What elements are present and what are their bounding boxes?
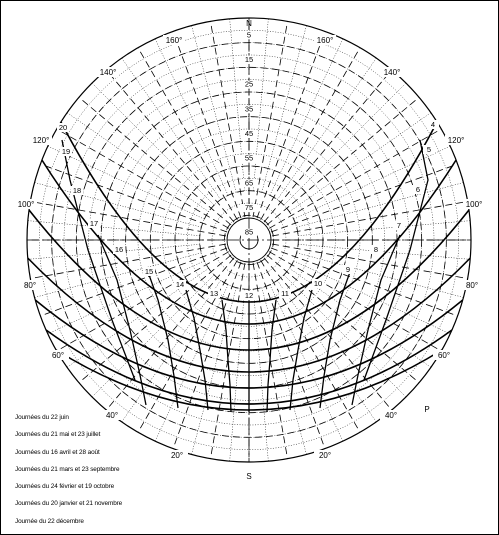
azimuth-ray [255, 48, 360, 230]
azimuth-ray [67, 113, 208, 212]
azimuth-ray [40, 164, 237, 236]
azimuth-ray [289, 113, 430, 212]
azimuth-ray [210, 252, 246, 458]
azimuth-ray [258, 97, 419, 232]
azimuth-ray [210, 21, 246, 227]
azimuth-ray [251, 21, 287, 227]
legend-item: Journées du 22 juin [15, 414, 69, 421]
azimuth-ray [257, 70, 392, 231]
azimuth-label: 140° [99, 68, 117, 77]
compass-south-label: S [246, 472, 252, 481]
azimuth-label: 20° [170, 451, 184, 460]
azimuth-ray [253, 31, 325, 228]
hour-label: 4 [430, 120, 436, 129]
azimuth-label: 20° [318, 451, 332, 460]
altitude-label: 5 [246, 30, 252, 40]
hour-label: 14 [175, 280, 185, 289]
legend [15, 414, 122, 535]
azimuth-ray [79, 248, 240, 383]
azimuth-ray [294, 261, 450, 334]
hour-line [98, 235, 146, 405]
azimuth-ray [57, 129, 239, 234]
azimuth-label: 120° [32, 136, 50, 145]
altitude-label: 45 [244, 129, 254, 138]
altitude-label: 85 [244, 227, 254, 237]
legend-item: Journées du 21 mai et 23 juillet [15, 431, 101, 439]
azimuth-label: 40° [384, 411, 398, 420]
hour-label: 6 [415, 185, 421, 194]
hour-label: 19 [61, 147, 71, 156]
azimuth-ray [122, 58, 221, 199]
legend-item: Journées du 24 février et 19 octobre [15, 483, 115, 491]
azimuth-label: 40° [105, 411, 119, 420]
hour-label: 10 [313, 279, 323, 288]
hour-label: 11 [281, 289, 289, 298]
hour-line [290, 290, 312, 410]
azimuth-ray [253, 289, 268, 461]
legend-item: Journées du 16 avril et 28 août [15, 448, 100, 456]
hour-label: 7 [396, 221, 402, 230]
azimuth-label: 160° [316, 36, 334, 45]
hour-label: 9 [345, 265, 351, 274]
hour-label: 12 [244, 291, 254, 300]
hour-line [352, 235, 400, 405]
azimuth-label: 60° [51, 351, 65, 360]
azimuth-ray [30, 201, 236, 237]
altitude-label: 35 [244, 104, 254, 114]
marker-p-label: P [424, 405, 430, 414]
altitude-label: 15 [244, 55, 254, 64]
hour-label: 16 [114, 245, 124, 254]
azimuth-ray [258, 248, 419, 383]
hour-label: 18 [72, 186, 82, 195]
azimuth-ray [298, 221, 470, 236]
azimuth-label: 160° [165, 36, 183, 45]
hour-label: 20 [58, 123, 68, 132]
azimuth-ray [106, 70, 241, 231]
hour-label: 15 [144, 267, 154, 276]
azimuth-ray [251, 252, 287, 458]
altitude-label: 25 [244, 79, 254, 89]
compass-north-label: N [246, 19, 252, 28]
azimuth-ray [230, 289, 245, 461]
azimuth-ray [260, 129, 442, 234]
altitude-label: 65 [244, 178, 254, 188]
azimuth-label: 80° [23, 281, 37, 290]
azimuth-ray [138, 48, 243, 230]
azimuth-ray [28, 221, 200, 236]
hour-label: 17 [89, 219, 99, 228]
azimuth-label: 100° [17, 200, 35, 209]
azimuth-ray [92, 83, 214, 205]
altitude-label: 55 [244, 153, 254, 163]
azimuth-ray [253, 19, 268, 191]
hour-label: 8 [373, 245, 379, 254]
hour-line [186, 290, 208, 410]
altitude-label: 75 [244, 203, 254, 212]
azimuth-label: 140° [383, 68, 401, 77]
hour-label: 5 [426, 145, 432, 154]
legend-item: Journée du 22 décembre [15, 517, 84, 525]
hour-label: 13 [209, 289, 219, 298]
azimuth-label: 100° [465, 200, 483, 209]
azimuth-label: 120° [447, 136, 465, 145]
hour-line [364, 140, 428, 380]
hour-line [222, 300, 231, 412]
azimuth-ray [230, 19, 245, 191]
azimuth-ray [261, 201, 467, 237]
azimuth-label: 60° [437, 351, 451, 360]
hour-line [267, 300, 276, 412]
azimuth-ray [277, 58, 376, 199]
azimuth-ray [79, 97, 240, 232]
azimuth-label: 80° [465, 281, 479, 290]
azimuth-ray [261, 244, 458, 316]
azimuth-ray [298, 244, 470, 259]
azimuth-ray [284, 83, 406, 205]
legend-item: Journées du 21 mars et 23 septembre [15, 465, 120, 473]
legend-item: Journées du 20 janvier et 21 novembre [15, 500, 123, 508]
